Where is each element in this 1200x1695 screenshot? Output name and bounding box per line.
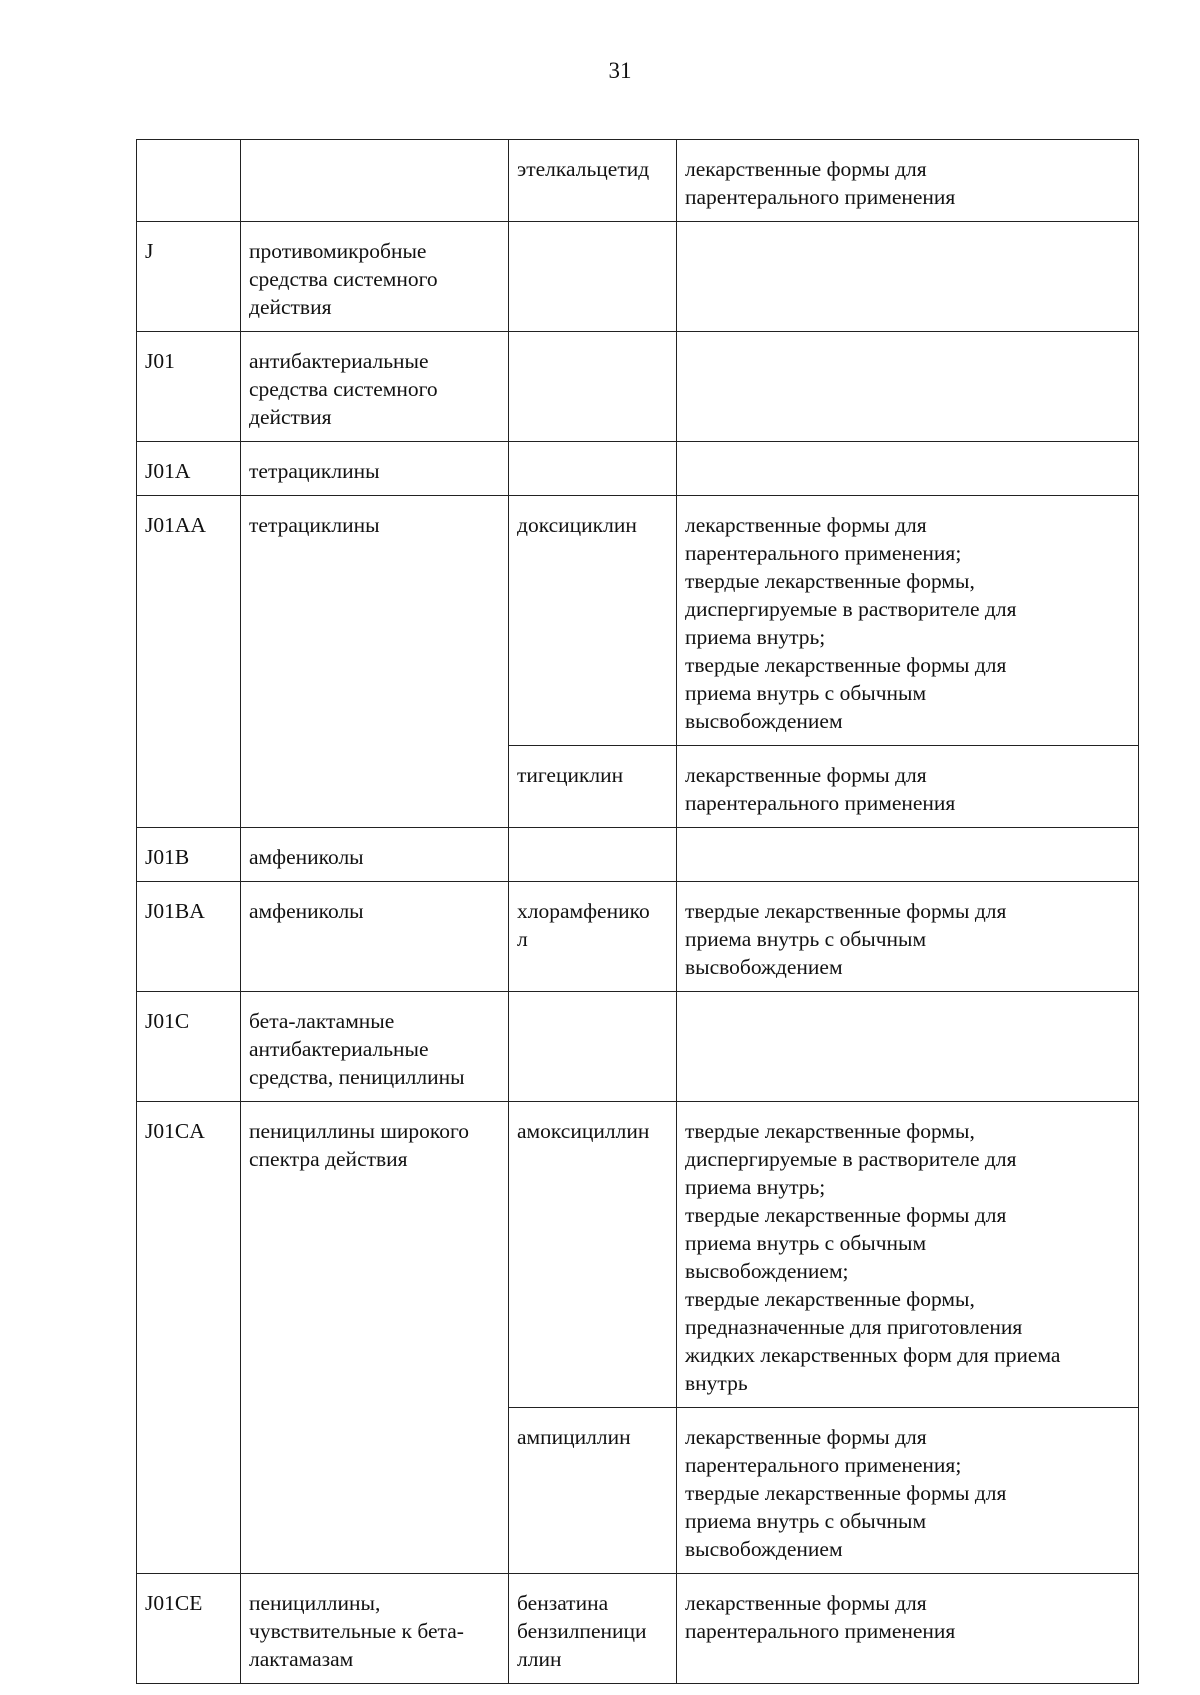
anatomic-therapeutic-group-cell: тетрациклины (241, 496, 509, 828)
atc-code-cell: J01B (137, 828, 241, 882)
table-row (137, 140, 1139, 222)
drug-name-cell (509, 332, 677, 442)
drug-name-cell: хлорамфенико л (509, 882, 677, 992)
table-row (137, 828, 1139, 882)
anatomic-therapeutic-group-cell: противомикробные средства системного действия (241, 222, 509, 332)
drug-table (136, 139, 1139, 1684)
atc-code-cell: J01CE (137, 1574, 241, 1684)
drug-name-cell: бензатина бензилпеници ллин (509, 1574, 677, 1684)
dosage-forms-cell: твердые лекарственные формы для приема внутрь с обычным высвобождением (677, 882, 1139, 992)
page-number: 31 (608, 58, 632, 83)
atc-code-cell: J01 (137, 332, 241, 442)
anatomic-therapeutic-group-cell: пенициллины широкого спектра действия (241, 1102, 509, 1574)
dosage-forms-cell (677, 332, 1139, 442)
anatomic-therapeutic-group-cell: пенициллины, чувствительные к бета- лактамазам (241, 1574, 509, 1684)
dosage-forms-cell (677, 222, 1139, 332)
dosage-forms-cell: твердые лекарственные формы, диспергируемые в растворителе для приема внутрь; твердые лекарственные формы для приема внутрь с обычным высвобождением; твердые лекарственные формы, предназначенные для приготовления жидких лекарственных форм для приема внутрь (677, 1102, 1139, 1408)
atc-code-cell: J01AA (137, 496, 241, 828)
dosage-forms-cell: лекарственные формы для парентерального применения; твердые лекарственные формы, диспергируемые в растворителе для приема внутрь; твердые лекарственные формы для приема внутрь с обычным высвобождением (677, 496, 1139, 746)
atc-code-cell: J01C (137, 992, 241, 1102)
table-row (137, 496, 1139, 746)
atc-code-cell: J01BA (137, 882, 241, 992)
dosage-forms-cell (677, 828, 1139, 882)
atc-code-cell (137, 140, 241, 222)
table-row (137, 1574, 1139, 1684)
dosage-forms-cell (677, 442, 1139, 496)
atc-code-cell: J01A (137, 442, 241, 496)
table-row (137, 1102, 1139, 1408)
table-row (137, 992, 1139, 1102)
table-row (137, 222, 1139, 332)
drug-name-cell (509, 442, 677, 496)
anatomic-therapeutic-group-cell: тетрациклины (241, 442, 509, 496)
drug-name-cell: ампициллин (509, 1408, 677, 1574)
anatomic-therapeutic-group-cell: амфениколы (241, 882, 509, 992)
anatomic-therapeutic-group-cell: антибактериальные средства системного действия (241, 332, 509, 442)
atc-code-cell: J01CA (137, 1102, 241, 1574)
anatomic-therapeutic-group-cell: бета-лактамные антибактериальные средства, пенициллины (241, 992, 509, 1102)
dosage-forms-cell: лекарственные формы для парентерального применения (677, 1574, 1139, 1684)
anatomic-therapeutic-group-cell: амфениколы (241, 828, 509, 882)
drug-name-cell: доксициклин (509, 496, 677, 746)
drug-name-cell (509, 222, 677, 332)
drug-name-cell (509, 992, 677, 1102)
dosage-forms-cell: лекарственные формы для парентерального применения (677, 140, 1139, 222)
drug-name-cell: этелкальцетид (509, 140, 677, 222)
table-row (137, 882, 1139, 992)
dosage-forms-cell (677, 992, 1139, 1102)
atc-code-cell: J (137, 222, 241, 332)
dosage-forms-cell: лекарственные формы для парентерального применения (677, 746, 1139, 828)
anatomic-therapeutic-group-cell (241, 140, 509, 222)
drug-name-cell (509, 828, 677, 882)
table-row (137, 332, 1139, 442)
drug-name-cell: тигециклин (509, 746, 677, 828)
table-row (137, 442, 1139, 496)
drug-name-cell: амоксициллин (509, 1102, 677, 1408)
dosage-forms-cell: лекарственные формы для парентерального применения; твердые лекарственные формы для приема внутрь с обычным высвобождением (677, 1408, 1139, 1574)
